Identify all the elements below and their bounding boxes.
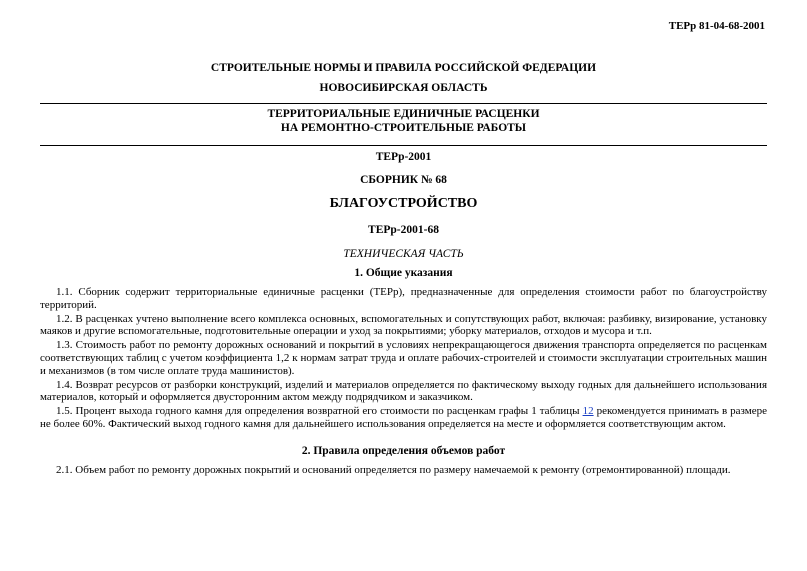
- paragraph-1-5-part-a: 1.5. Процент выхода годного камня для определения возвратной его стоимости по расценкам графы 1 таблицы: [56, 405, 583, 418]
- paragraph-1-1: 1.1. Сборник содержит территориальные единичные расценки (ТЕРр), предназначенные для определения стоимости работ по благоустройству территорий.: [40, 286, 767, 311]
- technical-part-heading: ТЕХНИЧЕСКАЯ ЧАСТЬ: [343, 248, 464, 260]
- header-line-federation: СТРОИТЕЛЬНЫЕ НОРМЫ И ПРАВИЛА РОССИЙСКОЙ ФЕДЕРАЦИИ: [210, 62, 597, 74]
- section1-heading: 1. Общие указания: [354, 267, 453, 279]
- document-code: ТЕРр 81-04-68-2001: [668, 20, 765, 32]
- paragraph-2-1: 2.1. Объем работ по ремонту дорожных покрытий и оснований определяется по размеру намечаемой к ремонту (отремонтированной) площади.: [56, 464, 731, 476]
- section2-body: [40, 464, 767, 478]
- paragraph-1-5-part-b: рекомендуется принимать в размере не более 60%. Фактический выход годного камня для дальнейшего использования определяется на месте и оформляется соответствующим актом.: [40, 405, 767, 430]
- paragraph-1-5: [40, 405, 767, 431]
- header-line-terr: ТЕРр-2001: [375, 151, 432, 163]
- paragraph-1-4: 1.4. Возврат ресурсов от разборки конструкций, изделий и материалов определяется по фактическому выходу годных для дальнейшего использования материалов, который и оформляется двусторонним актом между подрядчиком и заказчиком.: [40, 378, 767, 404]
- header-line-collection: СБОРНИК № 68: [360, 174, 447, 186]
- divider-bottom: [40, 145, 767, 146]
- divider-top: [40, 103, 767, 104]
- section2-heading: 2. Правила определения объемов работ: [301, 445, 506, 457]
- header-line-works: НА РЕМОНТНО-СТРОИТЕЛЬНЫЕ РАБОТЫ: [280, 122, 527, 134]
- collection-code: ТЕРр-2001-68: [368, 224, 439, 236]
- paragraph-1-2: 1.2. В расценках учтено выполнение всего комплекса основных, вспомогательных и сопутствующих работ, включая: разбивку, визирование, установку маяков и другие вспомогательные, подготовительные операции и уход за покрытиями; уборку материалов, отходов и мусора и т.п.: [40, 312, 767, 338]
- header-line-rates: ТЕРРИТОРИАЛЬНЫЕ ЕДИНИЧНЫЕ РАСЦЕНКИ: [267, 108, 540, 120]
- document-title: БЛАГОУСТРОЙСТВО: [329, 196, 478, 211]
- header-line-region: НОВОСИБИРСКАЯ ОБЛАСТЬ: [319, 82, 488, 94]
- paragraph-1-3: 1.3. Стоимость работ по ремонту дорожных оснований и покрытий в условиях непрекращающегося движения транспорта определяется по расценкам соответствующих таблиц с учетом коэффициента 1,2 к нормам затрат труда и оплате рабочих-строителей и стоимости эксплуатации строительных машин и механизмов (в том числе оплате труда машинистов).: [40, 339, 767, 377]
- section1-body: [40, 286, 767, 432]
- table-12-link[interactable]: 12: [582, 405, 594, 418]
